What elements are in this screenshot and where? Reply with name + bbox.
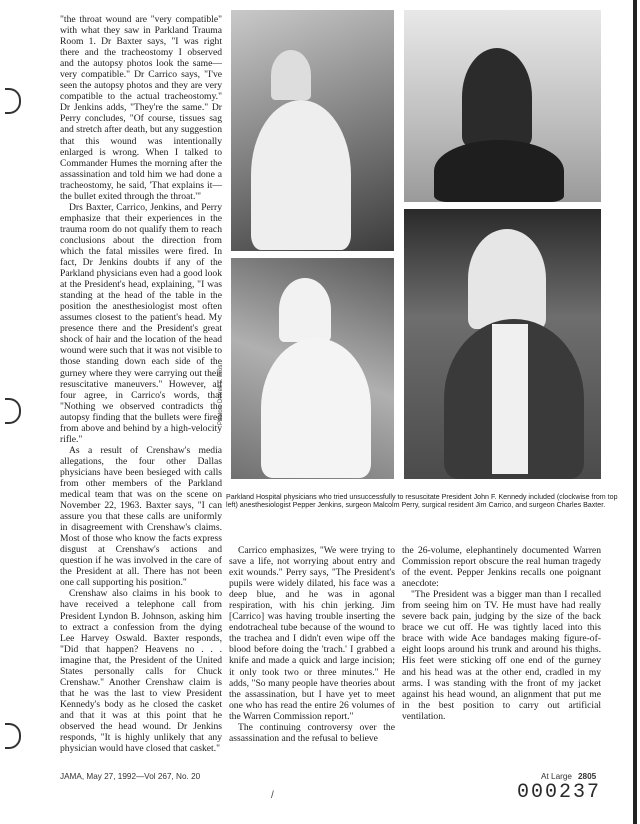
page-number: 2805 (578, 772, 597, 781)
bates-stamp: 000237 (517, 781, 602, 804)
paragraph: As a result of Crenshaw's media allegations, the four other Dallas physicians have been besieged with calls from other members of the Parkland medical team that was on the scene on November 22, 1963. Baxter says, "I can assure you that these calls are uniformly in disagreement with Crenshaw's claims. Most of those who know the facts express disgust at Crenshaw's actions and question if he was involved in the care of the President at all. There has not been one call supporting his position." (60, 444, 222, 589)
paragraph: "The President was a bigger man than I recalled from seeing him on TV. He must have had really severe back pain, judging by the size of the back brace we cut off. He was tightly laced into this brace with wide Ace bandages making figure-of-eight loops around his trunk and around his thighs. His feet were sticking off one end of the gurney and his head was at the other end, cradled in my arms. I was standing with the front of my jacket against his head wound, an alignment that put me in the best position to carry out artificial ventilation. (402, 589, 601, 722)
page-edge (633, 0, 637, 824)
article-column-2 (229, 545, 395, 744)
binder-hole (5, 398, 21, 424)
paragraph: Crenshaw also claims in his book to have received a telephone call from President Lyndon B. Johnson, asking him to extract a confession from the dying Lee Harvey Oswald. Baxter responds, "Did that happen? Heavens no . . . imagine that, the President of the United States personally calls for Chuck Crenshaw." Another Crenshaw claim is that he was the last to view President Kennedy's body as he closed the casket and that it was at this point that he observed the head wound. Dr Jenkins responds, "It is highly unlikely that any physician would have closed that casket." (60, 588, 222, 755)
paragraph: "the throat wound are "very compatible" with what they saw in Parkland Trauma Room 1. Dr Baxter says, "I was right there and the tracheostomy I observed and the autopsy photos look the same—very compatible." Dr Carrico says, "I've seen the autopsy photos and they are very compatible to the actual tracheostomy." Dr Jenkins adds, "They're the same." Dr Perry concludes, "Of course, tissues sag and stretch after death, but any suggestion that this wound was intentionally enlarged is wrong. When I talked to Commander Humes the morning after the assassination and told him we had done a tracheostomy, he said, 'That explains it—the bullet exited through the throat.'" (60, 14, 222, 202)
photo-baxter (404, 209, 601, 479)
photo-jenkins (231, 10, 394, 251)
binder-hole (5, 723, 21, 749)
photo-credit: Photos: Derrell L. Bros. (218, 362, 224, 425)
photo-perry (404, 10, 601, 202)
pen-mark: / (271, 790, 274, 801)
paragraph: Drs Baxter, Carrico, Jenkins, and Perry emphasize that their experiences in the trauma room do not qualify them to reach conclusions about the direction from which the fatal missiles were fired. In fact, Dr Jenkins doubts if any of the Parkland physicians even had a good look at the President's head, explaining, "I was standing at the head of the table in the position the anesthesiologist most often assumes closest to the patient's head. My presence there and the President's great shock of hair and the location of the head wound were such that it was not visible to those standing down each side of the gurney where they were carrying out their resuscitative maneuvers." However, all four agree, in Carrico's words, that "Nothing we observed contradicts the autopsy finding that the bullets were fired from above and behind by a high-velocity rifle." (60, 201, 222, 445)
paragraph: The continuing controversy over the assassination and the refusal to believe (229, 721, 395, 744)
photo-carrico (231, 258, 394, 479)
article-column-1 (60, 14, 222, 754)
paragraph: the 26-volume, elephantinely documented Warren Commission report obscure the real human tragedy of the event. Pepper Jenkins recalls one poignant anecdote: (402, 545, 601, 590)
footer-section: At Large (541, 772, 572, 781)
binder-hole (5, 88, 21, 114)
footer-citation: JAMA, May 27, 1992—Vol 267, No. 20 (60, 772, 201, 781)
photo-caption: Parkland Hospital physicians who tried unsuccessfully to resuscitate President John F. Kennedy included (clockwise from top left) anesthesiologist Pepper Jenkins, surgeon Malcolm Perry, surgical resident Jim Carrico, and surgeon Charles Baxter. (226, 493, 618, 510)
article-column-3 (402, 545, 601, 722)
paragraph: Carrico emphasizes, "We were trying to save a life, not worrying about entry and exit wounds." Perry says, "The President's pupils were widely dilated, his face was a deep blue, and he was in agonal respiration, with his chin jerking. Jim [Carrico] was having trouble inserting the endotracheal tube because of the wound to the trachea and I didn't even wipe off the blood before doing the 'trach.' I grabbed a knife and made a quick and large incision; it only took two or three minutes." He adds, "So many people have theories about the assassination, but I have yet to meet one who has read the entire 26 volumes of the Warren Commission report." (229, 545, 395, 722)
